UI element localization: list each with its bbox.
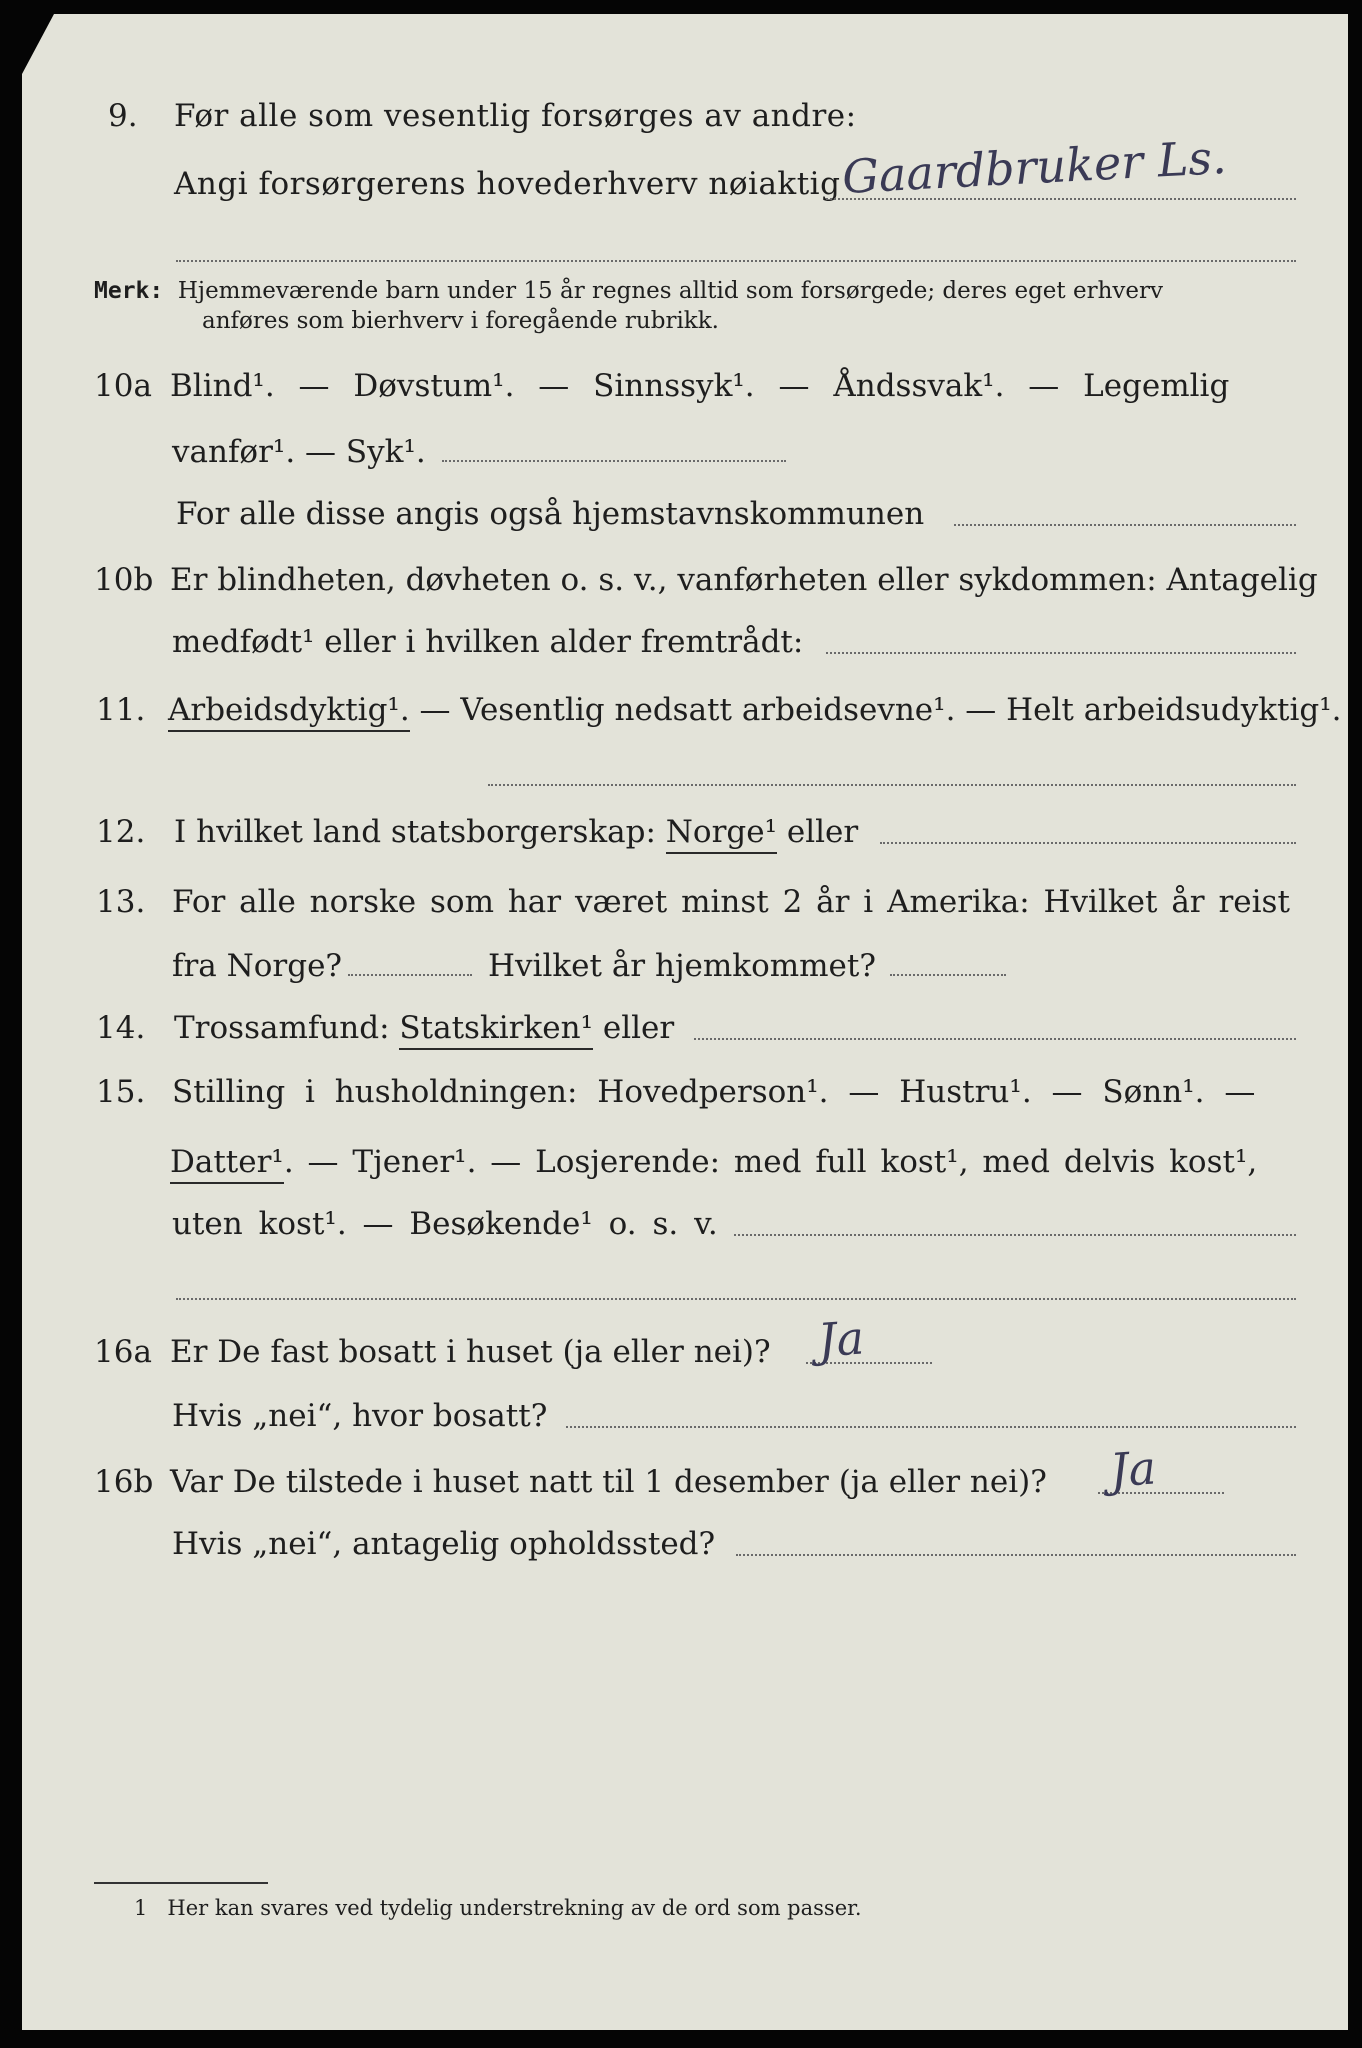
- q12-other-field[interactable]: [880, 842, 1296, 844]
- q15-other-field[interactable]: [734, 1234, 1296, 1236]
- q16b-line1: Var De tilstede i huset natt til 1 desember (ja eller nei)?: [170, 1464, 1047, 1500]
- q16a-handwritten-answer[interactable]: Ja: [816, 1310, 866, 1368]
- q14-other-field[interactable]: [694, 1038, 1296, 1040]
- q9-line2: Angi forsørgerens hovederhverv nøiaktig: [174, 166, 841, 202]
- q10a-line3: For alle disse angis også hjemstavnskommunen: [176, 496, 925, 532]
- q11-rest: — Vesentlig nedsatt arbeidsevne¹. — Helt arbeidsudyktig¹.: [409, 692, 1342, 728]
- q16b-whereabouts-field[interactable]: [736, 1554, 1296, 1556]
- merk-line1: [94, 276, 1163, 306]
- q10b-line1: Er blindheten, døvheten o. s. v., vanførheten eller sykdommen: Antagelig: [170, 562, 1318, 598]
- merk-line2: anføres som bierhverv i foregående rubrikk.: [202, 308, 719, 334]
- q16a-line1: Er De fast bosatt i huset (ja eller nei)?: [170, 1334, 771, 1370]
- q15-line2-rest: . — Tjener¹. — Losjerende: med full kost¹, med delvis kost¹,: [283, 1144, 1258, 1180]
- q10a-home-municipality-field[interactable]: [954, 524, 1296, 526]
- footnote-mark: 1: [134, 1896, 148, 1920]
- q16b-line2: Hvis „nei“, antagelig opholdssted?: [172, 1526, 716, 1562]
- q9-line1: Før alle som vesentlig forsørges av andre:: [174, 98, 857, 134]
- q15-extra-line: [176, 1298, 1296, 1300]
- q16b-handwritten-answer[interactable]: Ja: [1108, 1440, 1158, 1498]
- q12-post: eller: [777, 814, 859, 850]
- q10a-line1: Blind¹. — Døvstum¹. — Sinnssyk¹. — Åndssvak¹. — Legemlig: [170, 368, 1230, 404]
- q12-line: [174, 812, 858, 852]
- q15-option-selected[interactable]: Datter¹: [170, 1144, 284, 1184]
- q10b-number: 10b: [94, 562, 154, 598]
- q12-pre: I hvilket land statsborgerskap:: [174, 814, 666, 850]
- q15-number: 15.: [96, 1074, 146, 1110]
- merk-label: Merk:: [94, 278, 164, 304]
- q13-number: 13.: [96, 884, 146, 920]
- q15-line2: [170, 1142, 1257, 1182]
- q14-number: 14.: [96, 1010, 146, 1046]
- q10b-line2: medfødt¹ eller i hvilken alder fremtrådt:: [172, 624, 804, 660]
- q15-line1: Stilling i husholdningen: Hovedperson¹. — Hustru¹. — Sønn¹. —: [172, 1074, 1256, 1110]
- q13-year-returned-field[interactable]: [890, 974, 1006, 976]
- q10a-line2: vanfør¹. — Syk¹.: [172, 434, 426, 470]
- q9-handwritten-answer[interactable]: Gaardbruker Ls.: [840, 129, 1228, 205]
- q12-option-selected[interactable]: Norge¹: [666, 814, 777, 854]
- q13-line1: For alle norske som har været minst 2 år i Amerika: Hvilket år reist: [172, 884, 1290, 920]
- q13-year-left-field[interactable]: [348, 974, 472, 976]
- q16a-line2: Hvis „nei“, hvor bosatt?: [172, 1398, 548, 1434]
- q11-extra-line: [488, 784, 1296, 786]
- q10b-age-field[interactable]: [826, 652, 1296, 654]
- q14-line: [174, 1008, 674, 1048]
- q9-extra-line: [176, 260, 1296, 262]
- merk-text-1: Hjemmeværende barn under 15 år regnes alltid som forsørgede; deres eget erhverv: [177, 278, 1163, 304]
- q16a-residence-field[interactable]: [566, 1426, 1296, 1428]
- q13-line2b: Hvilket år hjemkommet?: [488, 948, 876, 984]
- q16a-number: 16a: [94, 1334, 152, 1370]
- q11-option-selected[interactable]: Arbeidsdyktig¹.: [168, 692, 410, 732]
- q15-line3: uten kost¹. — Besøkende¹ o. s. v.: [172, 1206, 718, 1242]
- q12-number: 12.: [96, 814, 146, 850]
- q13-line2a: fra Norge?: [172, 948, 343, 984]
- footnote-rule: [94, 1882, 268, 1884]
- q14-post: eller: [593, 1010, 675, 1046]
- footnote: [134, 1896, 862, 1920]
- q14-pre: Trossamfund:: [174, 1010, 400, 1046]
- q10a-number: 10a: [94, 368, 152, 404]
- q14-option-selected[interactable]: Statskirken¹: [399, 1010, 593, 1050]
- footnote-text: Her kan svares ved tydelig understrekning av de ord som passer.: [167, 1896, 862, 1920]
- q9-number: 9.: [108, 98, 138, 134]
- q11-number: 11.: [96, 692, 146, 728]
- q16b-number: 16b: [94, 1464, 154, 1500]
- q10a-line2-field[interactable]: [442, 460, 786, 462]
- q11-line: [168, 690, 1342, 730]
